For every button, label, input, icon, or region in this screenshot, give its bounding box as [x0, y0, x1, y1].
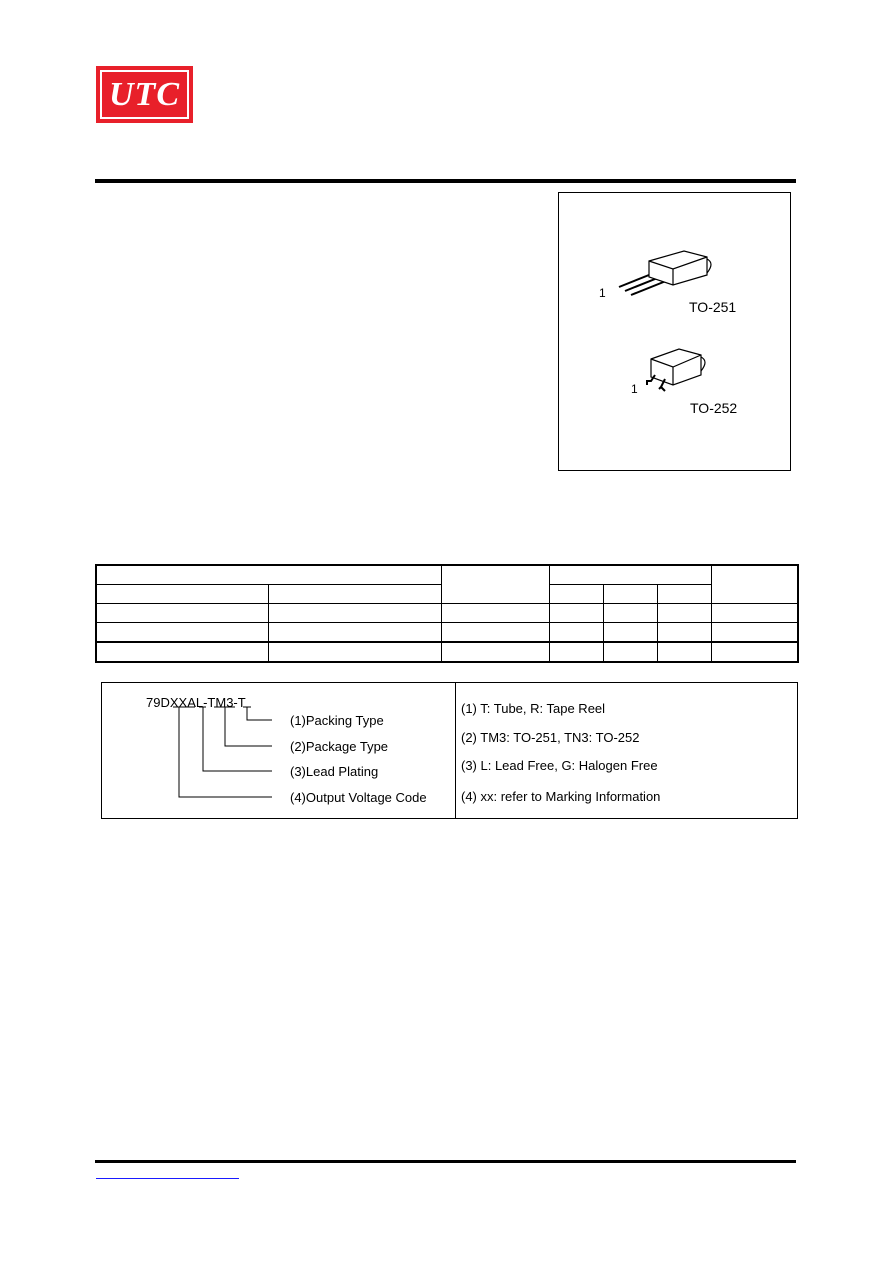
to251-package-icon [609, 243, 719, 303]
table-cell [96, 604, 269, 623]
note-lead-plating: (3) L: Lead Free, G: Halogen Free [461, 758, 658, 773]
ordering-code-box [101, 682, 798, 819]
utc-logo [96, 66, 193, 123]
ordering-information-table [95, 564, 799, 663]
table-row [96, 565, 798, 585]
package-illustration-box [558, 192, 791, 471]
logo-text: UTC [102, 72, 187, 117]
table-cell [658, 642, 712, 662]
table-cell [269, 585, 442, 604]
table-row [96, 642, 798, 662]
table-cell [550, 604, 604, 623]
part-number: 79DXXAL-TM3-T [146, 695, 246, 710]
table-cell [658, 623, 712, 643]
table-cell [550, 623, 604, 643]
table-cell [96, 585, 269, 604]
to251-pin1-label: 1 [599, 286, 606, 300]
table-cell [604, 623, 658, 643]
field-lead-plating: (3)Lead Plating [290, 764, 379, 779]
table-row [96, 623, 798, 643]
table-cell [269, 642, 442, 662]
code-divider [455, 683, 456, 818]
table-cell [442, 604, 550, 623]
table-cell [269, 623, 442, 643]
note-package: (2) TM3: TO-251, TN3: TO-252 [461, 730, 640, 745]
field-package-type: (2)Package Type [290, 739, 389, 754]
to252-package-icon [639, 345, 719, 400]
note-voltage-code: (4) xx: refer to Marking Information [461, 789, 661, 804]
table-cell [658, 585, 712, 604]
table-cell [442, 623, 550, 643]
table-cell [658, 604, 712, 623]
table-cell [96, 642, 269, 662]
to252-pin1-label: 1 [631, 382, 638, 396]
table-cell [96, 565, 442, 585]
table-cell [712, 623, 799, 643]
footer-rule [95, 1160, 796, 1163]
table-cell [604, 604, 658, 623]
table-cell [442, 565, 550, 604]
table-cell [442, 642, 550, 662]
table-cell [712, 604, 799, 623]
table-cell [96, 623, 269, 643]
field-output-voltage-code: (4)Output Voltage Code [290, 790, 427, 805]
table-row [96, 604, 798, 623]
table-cell [550, 585, 604, 604]
table-cell [604, 642, 658, 662]
table-cell [604, 585, 658, 604]
table-cell [712, 565, 799, 604]
table-cell [550, 565, 712, 585]
table-cell [550, 642, 604, 662]
to251-label: TO-251 [689, 299, 737, 315]
note-packing: (1) T: Tube, R: Tape Reel [461, 701, 606, 716]
to252-label: TO-252 [690, 400, 738, 416]
field-packing-type: (1)Packing Type [290, 713, 384, 728]
footer-link-underline[interactable] [96, 1178, 239, 1179]
header-rule [95, 179, 796, 183]
table-cell [269, 604, 442, 623]
table-cell [712, 642, 799, 662]
